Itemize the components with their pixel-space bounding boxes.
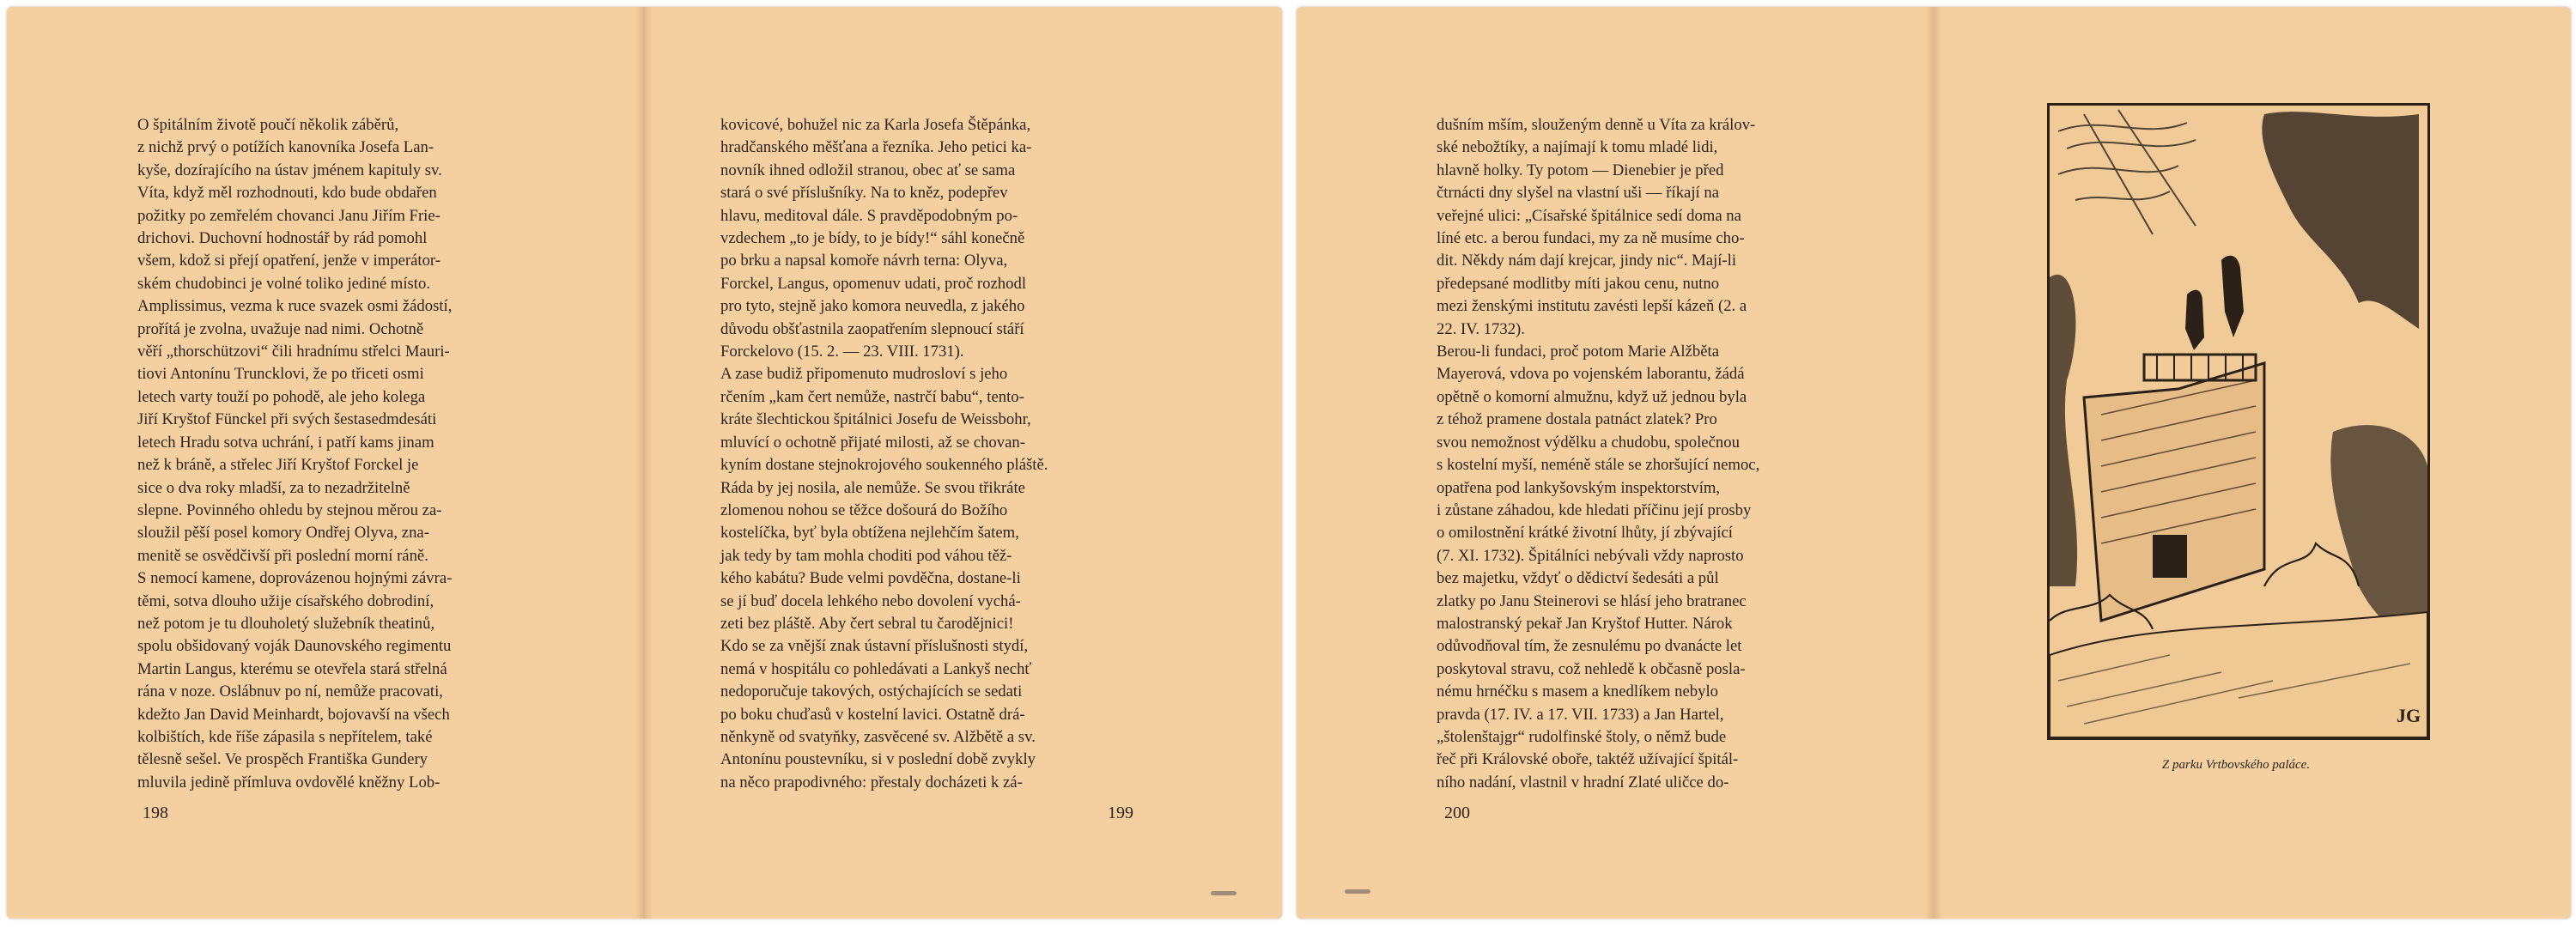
page-number-200: 200 xyxy=(1444,804,1470,822)
page-number-198: 198 xyxy=(143,804,168,822)
scan-smudge xyxy=(1345,889,1370,894)
artist-monogram: JG xyxy=(2397,705,2421,726)
scan-smudge xyxy=(1211,891,1236,895)
garden-illustration xyxy=(2047,103,2430,740)
page-200-text: dušním mším, slouženým denně u Víta za králov- ské nebožtíky, a najímají k tomu mladé lidi, hlavně holky. Ty potom — Dienebier je před čtrnácti dny slyšel na vlastní uši — říkají na veřejné ulici: „Císařské špitálnice sedí doma na líné etc. a berou fundaci, my za ně musíme cho- dit. Někdy nám dají krejcar, jindy nic“. Mají-li předepsané modlitby míti jakou cenu, nutno mezi ženskými institutu zavésti lepší kázeň (2. a 22. IV. 1732). Berou-li fundaci, proč potom Marie Alžběta Mayerová, vdova po vojenském laborantu, žádá opětně o komorní almužnu, když už jednou byla z téhož pramene dostala patnáct zlatek? Pro svou nemožnost výdělku a chudobu, společnou s kostelní myší, neméně stále se zhoršující nemoc, opatřena pod lankyšovským inspektorstvím, i zůstane záhadou, kde hledati příčinu její prosby o omilostnění krátké životní lhůty, jí zbývající (7. XI. 1732). Špitálníci nebývali vždy naprosto bez majetku, vždyť o dědictví šedesáti a půl zlatky po Janu Steinerovi se hlásí jeho bratranec malostranský pekař Jan Kryštof Hutter. Nárok odůvodňoval tím, že zesnulému po dvanácte let poskytoval stravu, což nehledě k občasně posla- nému hrnéčku s masem a knedlíkem nebylo pravda (17. IV. a 17. VII. 1733) a Jan Hartel, „štolenštajgr“ rudolfinské štoly, o němž bude řeč při Královské oboře, taktéž užívající špitál- ního nadání, vlastnil v hradní Zlaté uličce do- xyxy=(1437,116,1760,792)
illustration-caption: Z parku Vrtbovského paláce. xyxy=(2161,758,2311,772)
page-198-text: O špitálním životě poučí několik záběrů, z nichž prvý o potížích kanovníka Josefa Lan- kyše, dozírajícího na ústav jménem kapituly sv. Víta, když měl rozhodnouti, kdo bude obdařen požitky po zemřelém chovanci Janu Jiřím Frie- drichovi. Duchovní hodnostář by rád pomohl všem, kdož si přejí opatření, jenže v imperátor- ském chudobinci je volné toliko jediné místo. Amplissimus, vezma k ruce svazek osmi žádostí, prořítá je zvolna, uvažuje nad nimi. Ochotně věří „thorschützovi“ čili hradnímu střelci Mauri- tiovi Antonínu Truncklovi, že po třiceti osmi letech varty touží po pohodě, ale jeho kolega Jiří Kryštof Fünckel při svých šestasedmdesáti letech Hradu sotva uchrání, i patří kams jinam než k bráně, a střelec Jiří Kryštof Forckel je sice o dva roky mladší, za to nezadržitelně slepne. Povinného ohledu by stejnou měrou za- sloužil pěší posel komory Ondřej Olyva, zna- menitě se osvědčivší při poslední morní ráně. S nemocí kamene, doprovázenou hojnými závra- těmi, sotva dlouho užije císařského dobrodiní, než potom je tu dlouholetý služebník theatinů, spolu obšidovaný voják Daunovského regimentu Martin Langus, kterému se otevřela stará střelná rána v noze. Oslábnuv po ní, nemůže pracovati, kdežto Jan David Meinhardt, bojovavší na všech kolbištích, kde říše zápasila s nepřítelem, také tělesně sešel. Ve prospěch Františka Gundery mluvila jedině přímluva ovdovělé kněžny Lob- xyxy=(137,116,453,792)
book-spread-right xyxy=(1297,7,2571,919)
page-199 xyxy=(644,7,1282,919)
page-199-text: kovicové, bohužel nic za Karla Josefa Štěpánka, hradčanského měšťana a řezníka. Jeho petici ka- novník ihned odložil stranou, obec ať se sama stará o své příslušníky. Na to kněz, podepřev hlavu, meditoval dále. S pravděpodobným po- vzdechem „to je bídy, to je bídy!“ sáhl konečně po brku a napsal komoře návrh terna: Olyva, Forckel, Langus, opomenuv udati, proč rozhodl pro tyto, stejně jako komora neuvedla, z jakého důvodu obšťastnila zaopatřením slepnoucí stáří Forckelovo (15. 2. — 23. VIII. 1731). A zase budiž připomenuto mudrosloví s jeho rčením „kam čert nemůže, nastrčí babu“, tento- kráte šlechtickou špitálnici Josefu de Weissbohr, mluvící o ochotně přijaté milosti, až se chovan- kyním dostane stejnokrojového soukenného pláště. Ráda by jej nosila, ale nemůže. Se svou třikráte zlomenou nohou se těžce došourá do Božího kostelíčka, byť byla obtížena nejlehčím šatem, jak tedy by tam mohla choditi pod váhou těž- kého kabátu? Bude velmi povděčna, dostane-li se jí buď docela lehkého nebo dovolení vychá- zeti bez pláště. Aby čert sebral tu čarodějnici! Kdo se za vnější znak ústavní příslušnosti stydí, nemá v hospitálu co pohledávati a Lankyš nechť nedoporučuje takových, ostýchajících se sedati po boku chuďasů v kostelní lavici. Ostatně drá- něnkyně od svatyňky, zasvěcené sv. Alžbětě a sv. Antonínu poustevníku, si v poslední době zvykly na něco prapodivného: přestaly docházeti k zá- xyxy=(720,116,1048,792)
illustration-page xyxy=(1934,7,2571,919)
garden-drawing xyxy=(2050,106,2427,737)
book-spread-left xyxy=(7,7,1282,919)
page-200 xyxy=(1297,7,1934,919)
page-number-199: 199 xyxy=(1108,804,1133,822)
page-198 xyxy=(7,7,644,919)
